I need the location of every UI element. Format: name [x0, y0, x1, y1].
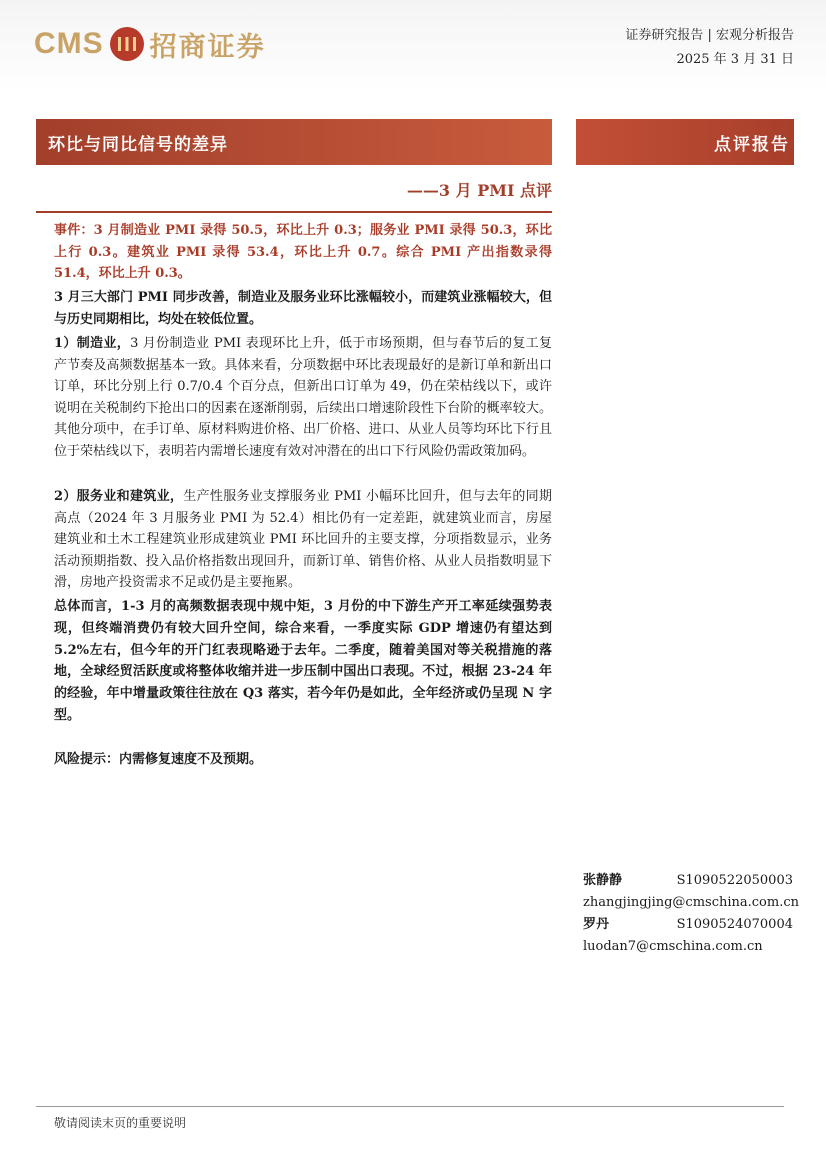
report-subtitle: ——3 月 PMI 点评: [406, 181, 552, 200]
author-license: S1090522050003: [676, 873, 793, 888]
manufacturing-lead: 1）制造业，: [54, 336, 131, 351]
risk-warning: 风险提示：内需修复速度不及预期。: [54, 752, 263, 767]
footer-note: 敬请阅读末页的重要说明: [54, 1116, 187, 1130]
title-bar: [36, 119, 552, 165]
footer-divider: [36, 1106, 784, 1107]
conclusion-paragraph: 总体而言，1-3 月的高频数据表现中规中矩，3 月份的中下游生产开工率延续强势表现，但终端消费仍有较大回升空间，综合来看，一季度实际 GDP 增速仍有望达到 5.2%左右，但今年的开门红表现略逊于去年。二季度，随着美国对等关税措施的落地，全球经贸活跃度或将整体收缩并进一步压制中国出口表现。不过，根据 23-24 年的经验，年中增量政策往往放在 Q3 落实，若今年仍是如此，全年经济或仍呈现 N 字型。: [54, 599, 553, 723]
author-email: zhangjingjing@cmschina.com.cn: [583, 895, 799, 910]
title-divider: [36, 211, 552, 213]
summary-paragraph: 3 月三大部门 PMI 同步改善，制造业及服务业环比涨幅较小，而建筑业涨幅较大，但与历史同期相比，均处在较低位置。: [54, 290, 552, 327]
author-name: 张静静: [583, 873, 623, 888]
services-paragraph: [54, 486, 552, 594]
company-logo: [34, 22, 266, 66]
manufacturing-paragraph: [54, 333, 552, 462]
report-meta: [625, 24, 794, 72]
author-row: [583, 914, 793, 936]
logo-chinese: 招商证券: [149, 31, 266, 63]
report-date: 2025 年 3 月 31 日: [676, 52, 794, 67]
report-type: 证券研究报告 | 宏观分析报告: [625, 28, 794, 43]
services-text: 生产性服务业支撑服务业 PMI 小幅环比回升，但与去年的同期高点（2024 年 3 月服务业 PMI 为 52.4）相比仍有一定差距，就建筑业而言，房屋建筑业和土木工程建筑业形成建筑业 PMI 环比回升的主要支撑，分项指数显示，业务活动预期指数、投入品价格指数出现回升，而新订单、销售价格、从业人员指数明显下滑，房地产投资需求不足或仍是主要拖累。: [54, 489, 553, 590]
author-row: [583, 870, 793, 892]
side-label: 点评报告: [714, 134, 790, 155]
logo-latin: CMS: [34, 27, 104, 60]
event-paragraph: 事件：3 月制造业 PMI 录得 50.5，环比上升 0.3；服务业 PMI 录得 50.3，环比上行 0.3。建筑业 PMI 录得 53.4，环比上升 0.7。综合 PMI 产出指数录得 51.4，环比上升 0.3。: [54, 223, 552, 281]
author-name: 罗丹: [583, 917, 610, 932]
side-label-bar: [576, 119, 794, 165]
author-block: [583, 870, 799, 958]
services-lead: 2）服务业和建筑业，: [54, 489, 184, 504]
manufacturing-text: 3 月份制造业 PMI 表现环比上升，低于市场预期，但与春节后的复工复产节奏及高频数据基本一致。具体来看，分项数据中环比表现最好的是新订单和新出口订单，环比分别上行 0.7/0.4 个百分点，但新出口订单为 49，仍在荣枯线以下，或许说明在关税制约下抢出口的因素在逐渐削弱，后续出口增速阶段性下台阶的概率较大。其他分项中，在手订单、原材料购进价格、出厂价格、进口、从业人员等均环比下行且位于荣枯线以下，表明若内需增长速度有效对冲潜在的出口下行风险仍需政策加码。: [54, 336, 552, 459]
report-title: 环比与同比信号的差异: [48, 134, 228, 155]
author-email: luodan7@cmschina.com.cn: [583, 939, 763, 954]
author-license: S1090524070004: [676, 917, 793, 932]
logo-emblem-icon: [110, 27, 144, 61]
